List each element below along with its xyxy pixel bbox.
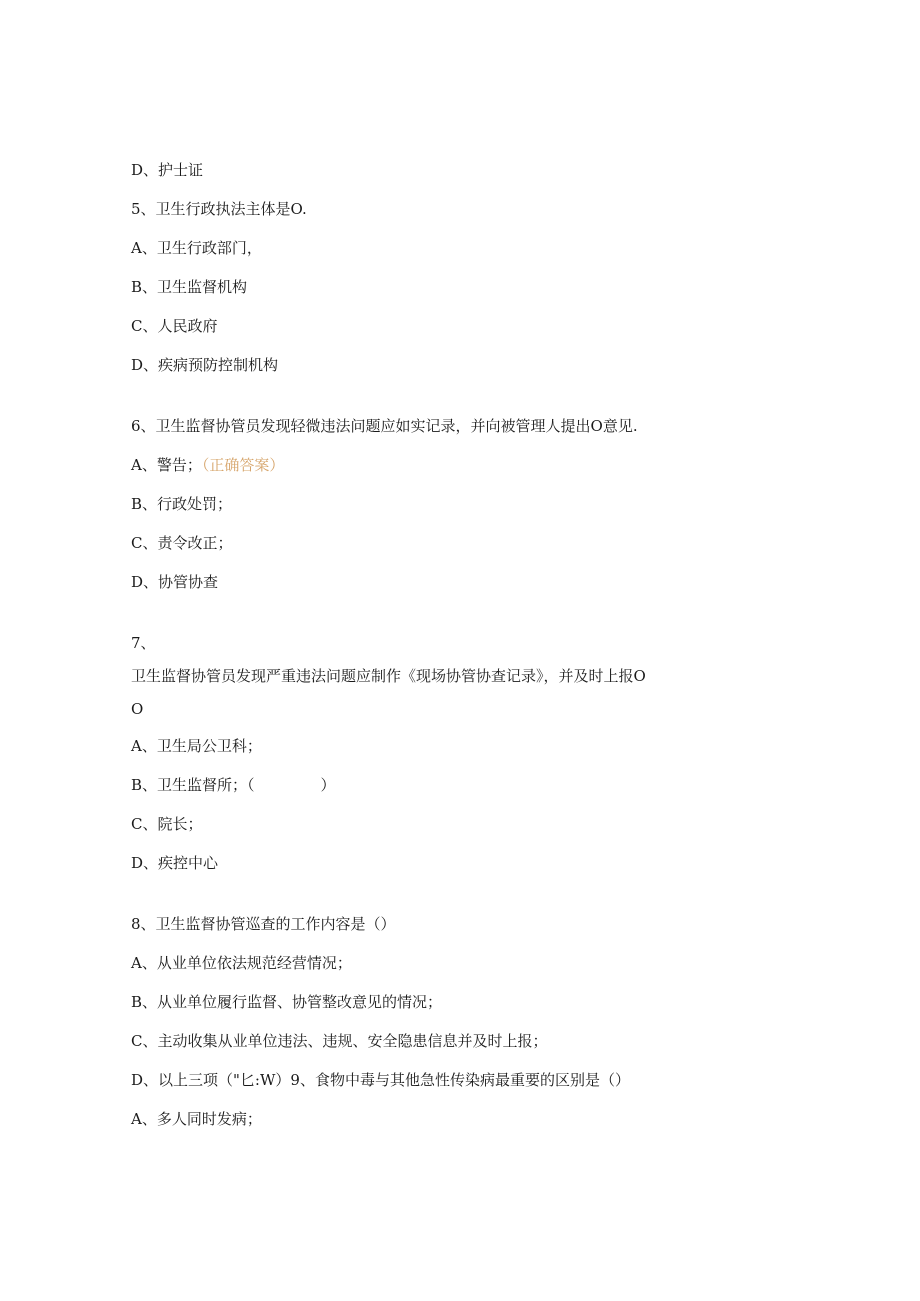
q9-option-a: A、多人同时发病； [131,1110,262,1128]
q7-option-b-close: ） [320,776,336,794]
q8-option-c: C、主动收集从业单位违法、违规、安全隐患信息并及时上报； [131,1032,548,1050]
q7-option-d: D、疾控中心 [131,854,219,872]
question-6: 6、卫生监督协管员发现轻微违法问题应如实记录，并向被管理人提出O意见. [131,417,638,435]
q8-option-d-and-question-9: D、以上三项（"匕:W）9、食物中毒与其他急性传染病最重要的区别是（） [131,1071,630,1089]
q6-option-a-text: A、警告； [131,456,202,474]
question-7-text-cont: O [131,700,144,718]
q7-option-a: A、卫生局公卫科； [131,737,262,755]
question-8: 8、卫生监督协管巡查的工作内容是（） [131,915,396,933]
question-7-text: 卫生监督协管员发现严重违法问题应制作《现场协管协查记录》，并及时上报O [131,667,646,685]
correct-answer-mark: （正确答案） [201,456,285,474]
q6-option-a [131,455,284,475]
option-d-nurse-license: D、护士证 [131,161,204,179]
question-5: 5、卫生行政执法主体是O. [131,200,307,218]
q8-option-a: A、从业单位依法规范经营情况； [131,954,352,972]
q7-option-c: C、院长； [131,815,203,833]
q6-option-d: D、协管协查 [131,573,219,591]
q5-option-d: D、疾病预防控制机构 [131,356,279,374]
q8-option-b: B、从业单位履行监督、协管整改意见的情况； [131,993,443,1011]
q5-option-a: A、卫生行政部门， [131,239,262,257]
question-7-number: 7、 [131,634,156,652]
q6-option-b: B、行政处罚； [131,495,233,513]
q7-option-b [131,775,336,795]
q6-option-c: C、责令改正； [131,534,233,552]
q5-option-c: C、人民政府 [131,317,218,335]
q7-option-b-text: B、卫生监督所；（ [131,776,255,794]
q5-option-b: B、卫生监督机构 [131,278,248,296]
